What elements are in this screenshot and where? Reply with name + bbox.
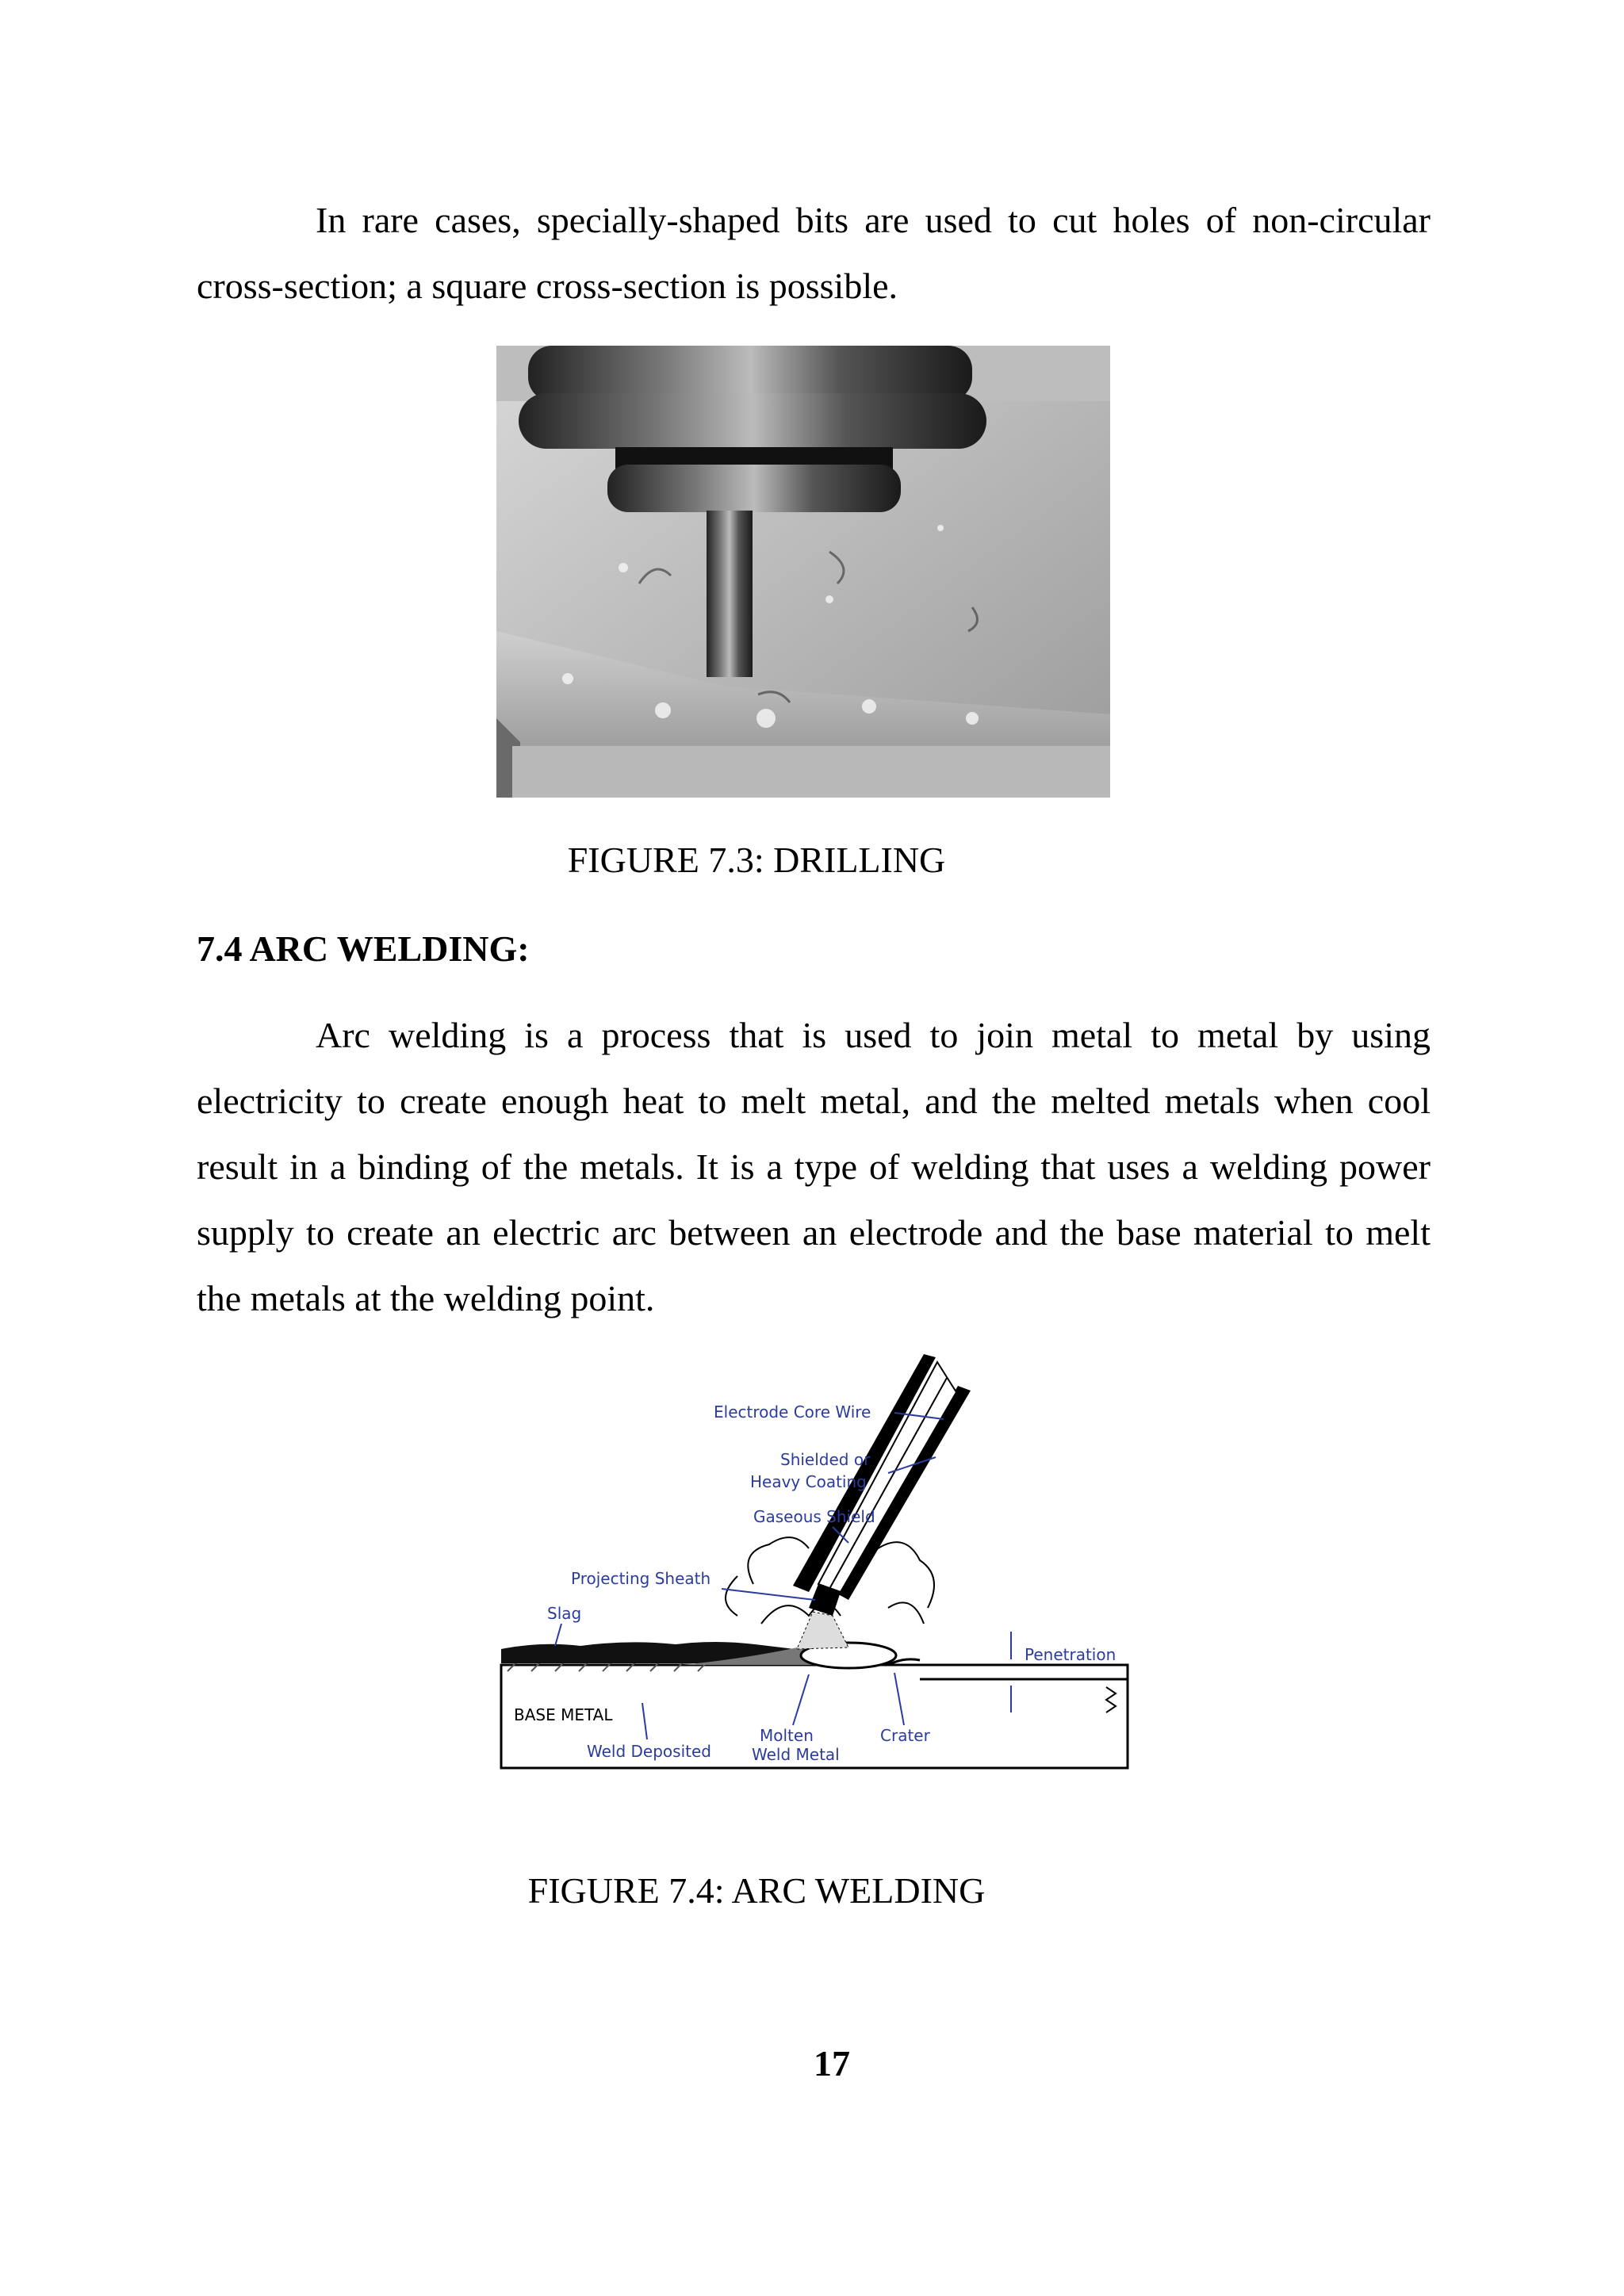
label-heavy-coating: Heavy Coating [750, 1472, 867, 1491]
paragraph-drilling-text: In rare cases, specially-shaped bits are used to cut holes of non-circular cross-section; a square cross-section is possible. [197, 200, 1431, 306]
paragraph-drilling [197, 187, 1431, 319]
section-heading: 7.4 ARC WELDING: [197, 928, 530, 969]
label-weld-metal: Weld Metal [752, 1745, 840, 1764]
label-projecting-sheath: Projecting Sheath [571, 1569, 711, 1588]
label-electrode-core-wire: Electrode Core Wire [714, 1402, 871, 1422]
page-number: 17 [814, 2043, 850, 2084]
figure-7-4-caption: FIGURE 7.4: ARC WELDING [527, 1870, 986, 1911]
label-base-metal: BASE METAL [514, 1705, 613, 1724]
arc-welding-diagram [492, 1354, 1134, 1782]
figure-7-3-caption: FIGURE 7.3: DRILLING [567, 840, 946, 880]
label-crater: Crater [880, 1726, 930, 1745]
label-shielded-or: Shielded or [780, 1450, 871, 1469]
label-penetration: Penetration [1025, 1645, 1116, 1664]
paragraph-arc-welding [197, 1002, 1431, 1331]
paragraph-arc-welding-text: Arc welding is a process that is used to join metal to metal by using electricity to create enough heat to melt metal, and the melted metals when cool result in a binding of the metals. It is a type of welding that uses a welding power supply to create an electric arc between an electrode and the base material to melt the metals at the welding point. [197, 1015, 1431, 1318]
drilling-photo [496, 346, 1110, 798]
label-gaseous-shield: Gaseous Shield [753, 1507, 875, 1526]
label-molten: Molten [760, 1726, 814, 1745]
label-slag: Slag [547, 1604, 582, 1623]
label-weld-deposited: Weld Deposited [587, 1742, 711, 1761]
